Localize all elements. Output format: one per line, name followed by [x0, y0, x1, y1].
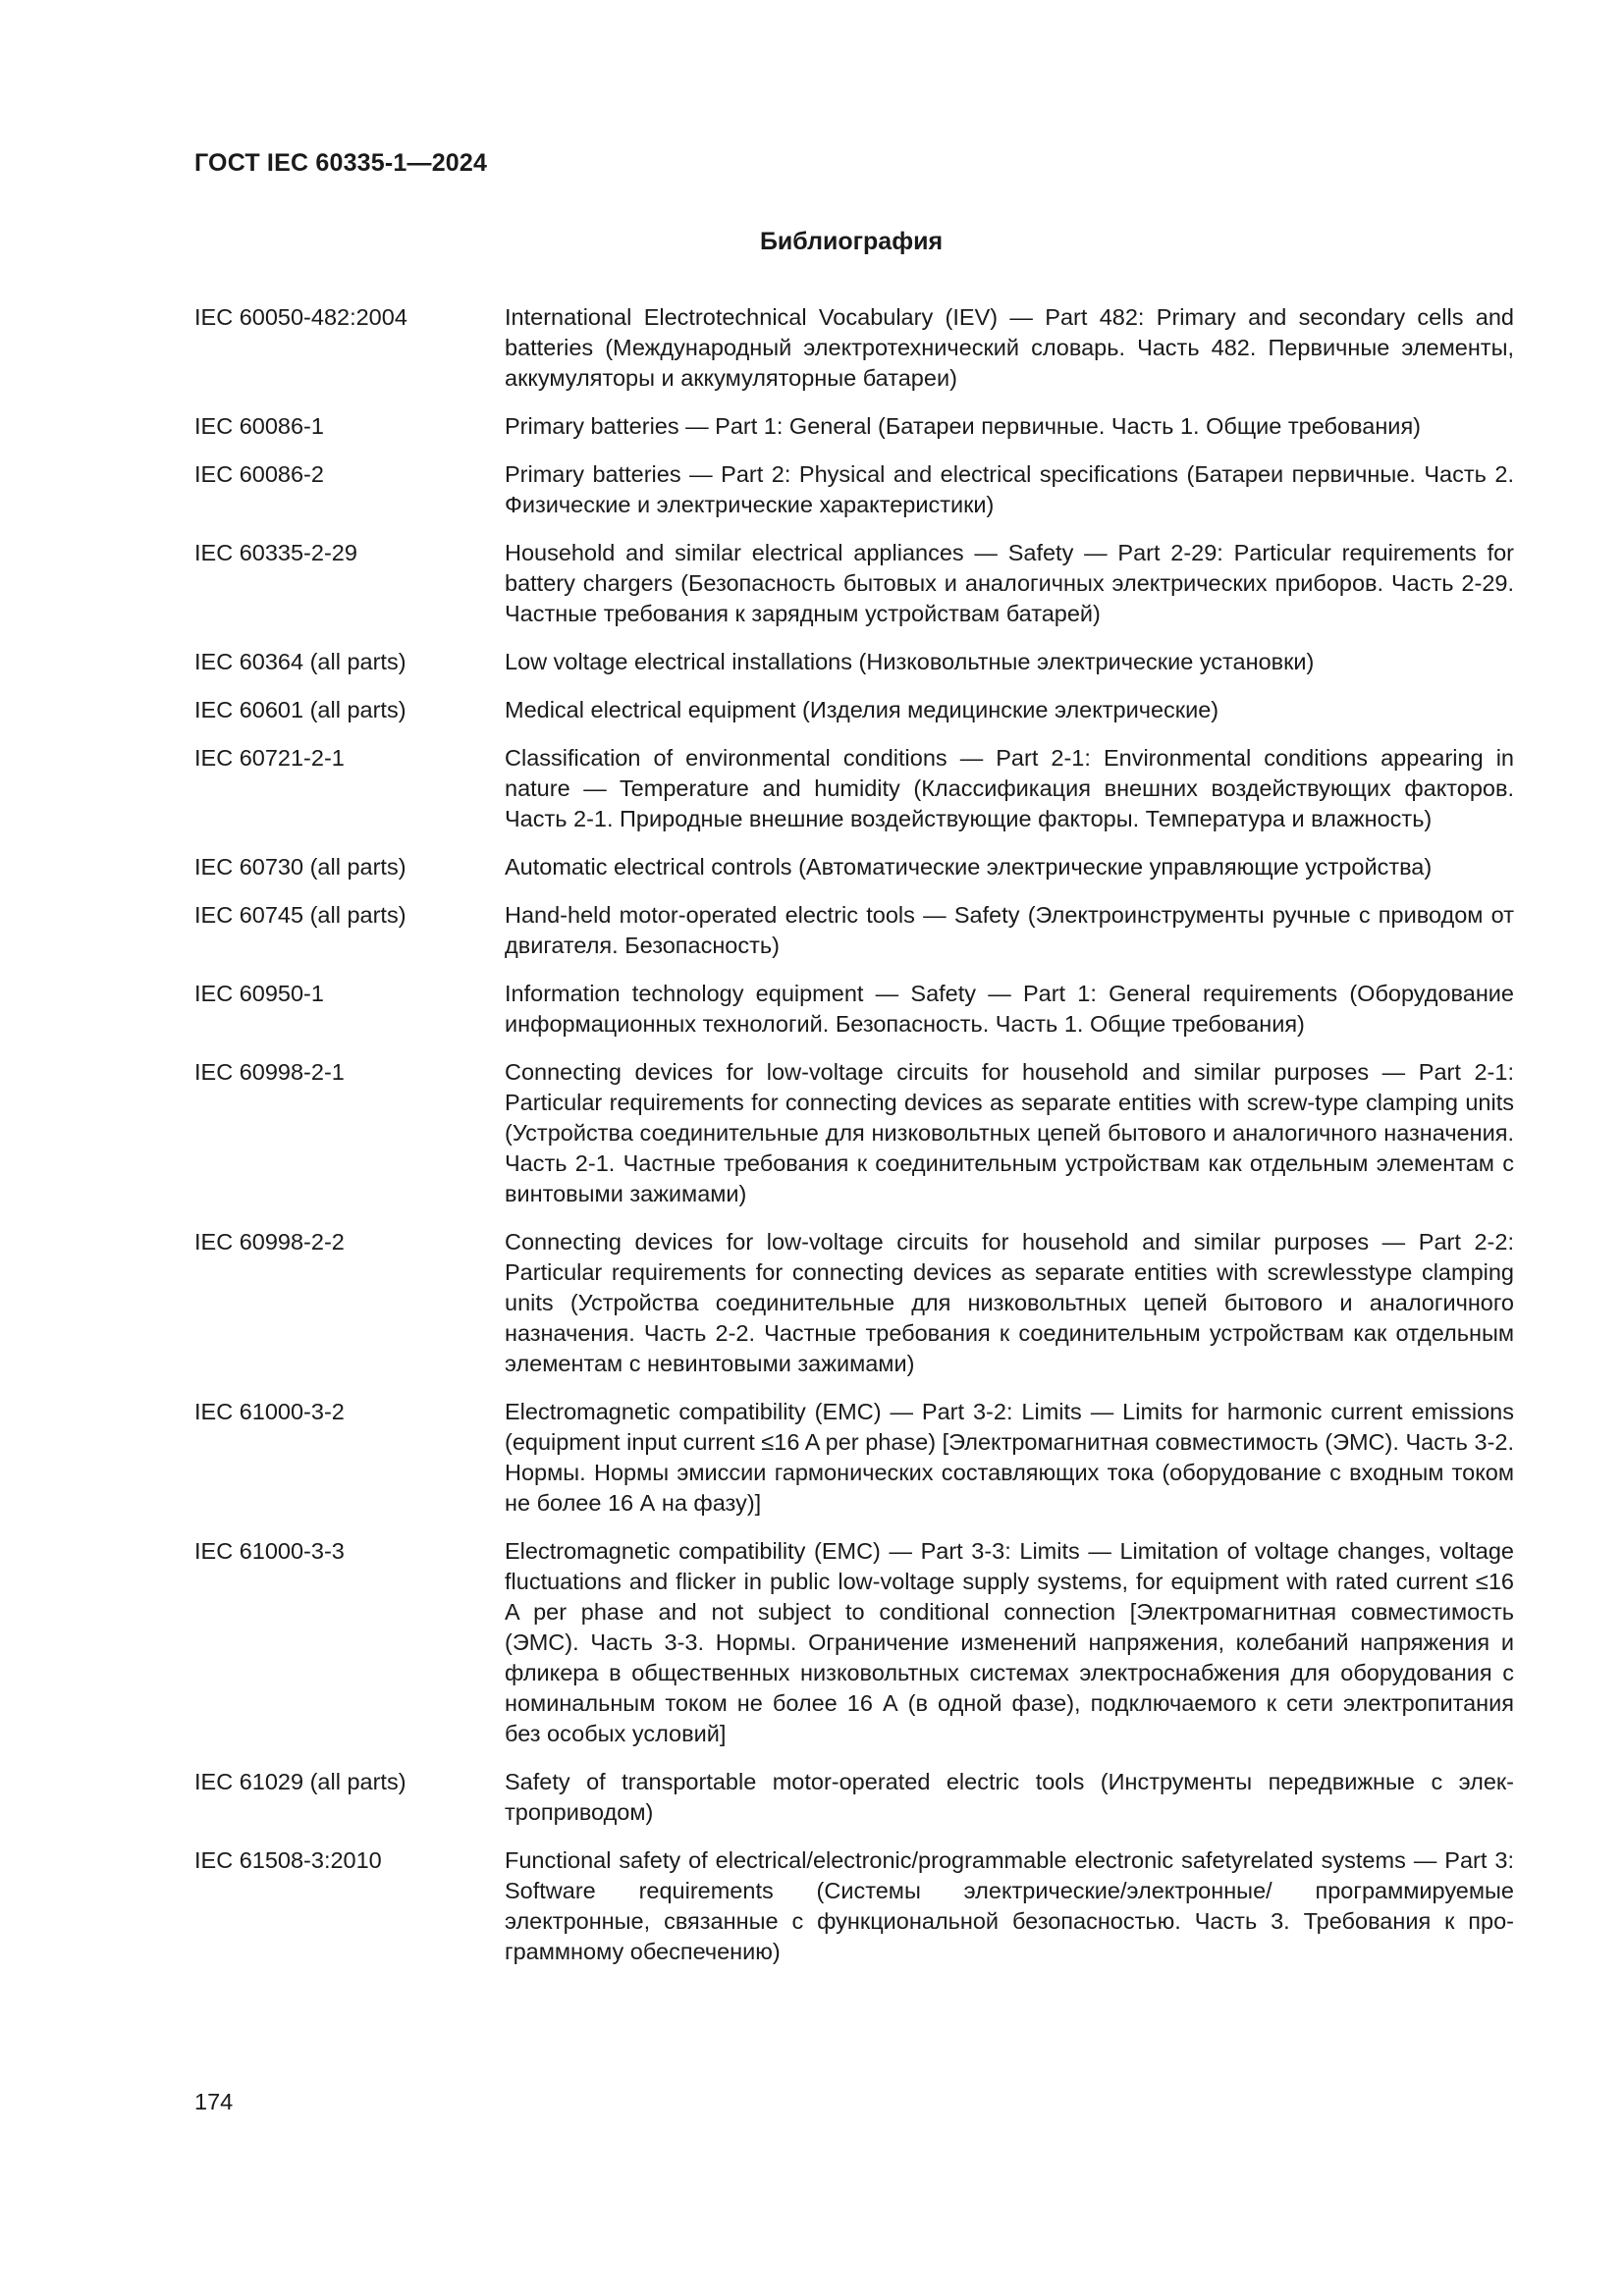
- standard-description: Primary batteries — Part 2: Physical and electrical specifications (Батареи первичные. Часть 2. Физические и электрические характеристики): [505, 461, 1514, 517]
- standard-description: Information technology equipment — Safety — Part 1: General requirements (Оборудование информационных технологий. Безопасность. Часть 1. Общие требования): [505, 981, 1514, 1037]
- standard-id: IEC 60335-2-29: [194, 540, 357, 565]
- bibliography-list: [194, 302, 1514, 1985]
- standard-description: Connecting devices for low-voltage circuits for household and similar purposes — Part 2-2: Particular requirements for connecting devices as separate entities with screwlesstype clamping units (Устройства соединительные для низковольтных цепей бытового и аналогичного назначения. Часть 2-2. Частные требования к соединительным устройствам как отдельным элементам с невинтовыми зажимами): [505, 1229, 1514, 1376]
- standard-description: Connecting devices for low-voltage circuits for household and similar purposes — Part 2-1: Particular requirements for connecting devices as separate entities with screw-type clamping units (Устройства соединительные для низковольтных цепей бытового и аналогичного назначения. Часть 2-1. Частные требования к соединительным устройствам как отдельным элементам с винтовыми зажимами): [505, 1059, 1514, 1206]
- standard-id: IEC 61000-3-3: [194, 1538, 345, 1564]
- standard-description: Electromagnetic compatibility (EMC) — Part 3-2: Limits — Limits for harmonic current emissions (equipment input current ≤16 A per phase) [Электромагнитная совместимость (ЭМС). Часть 3-2. Нормы. Нормы эмиссии гармонических составляющих тока (оборудование с входным током не более 16 А на фазу)]: [505, 1399, 1514, 1516]
- standard-id: IEC 60050-482:2004: [194, 304, 407, 330]
- standard-description: Medical electrical equipment (Изделия медицинские электрические): [505, 697, 1219, 722]
- standard-description: Safety of transportable motor-operated electric tools (Инструменты передвижные с электроприводом): [505, 1769, 1514, 1825]
- bibliography-entry: [194, 695, 1514, 725]
- bibliography-entry: [194, 302, 1514, 394]
- document-header: ГОСТ IEC 60335-1—2024: [194, 149, 488, 177]
- bibliography-entry: [194, 852, 1514, 882]
- standard-id: IEC 60950-1: [194, 981, 324, 1006]
- bibliography-entry: [194, 459, 1514, 520]
- standard-description: Automatic electrical controls (Автоматические электрические управляющие устройства): [505, 854, 1433, 880]
- bibliography-entry: [194, 979, 1514, 1040]
- bibliography-entry: [194, 411, 1514, 442]
- bibliography-entry: [194, 1767, 1514, 1828]
- standard-id: IEC 60998-2-2: [194, 1229, 345, 1255]
- standard-id: IEC 60086-2: [194, 461, 324, 487]
- bibliography-entry: [194, 1057, 1514, 1209]
- standard-description: Low voltage electrical installations (Низковольтные электрические установки): [505, 649, 1315, 674]
- standard-id: IEC 60998-2-1: [194, 1059, 345, 1085]
- standard-id: IEC 60730 (all parts): [194, 854, 406, 880]
- page-number: 174: [194, 2089, 234, 2114]
- bibliography-entry: [194, 900, 1514, 961]
- bibliography-entry: [194, 538, 1514, 629]
- bibliography-entry: [194, 1227, 1514, 1379]
- standard-description: Functional safety of electrical/electronic/programmable electronic safetyrelated systems — Part 3: Software requirements (Системы электрические/электронные/ программируемые электронные, связанные с функциональной безопасностью. Часть 3. Требования к программному обеспечению): [505, 1847, 1514, 1964]
- section-title: Библиография: [759, 228, 944, 255]
- standard-id: IEC 61508-3:2010: [194, 1847, 382, 1873]
- standard-id: IEC 60745 (all parts): [194, 902, 406, 928]
- standard-description: Primary batteries — Part 1: General (Батареи первичные. Часть 1. Общие требования): [505, 413, 1421, 439]
- standard-id: IEC 61000-3-2: [194, 1399, 345, 1424]
- standard-id: IEC 60721-2-1: [194, 745, 345, 771]
- bibliography-entry: [194, 1536, 1514, 1749]
- standard-description: Hand-held motor-operated electric tools — Safety (Электроинструменты ручные с приводом от двигателя. Безопасность): [505, 902, 1514, 958]
- standard-description: Electromagnetic compatibility (EMC) — Part 3-3: Limits — Limitation of voltage changes, voltage fluctuations and flicker in public low-voltage supply systems, for equipment with rated current ≤16 A per phase and not subject to conditional connection [Электромагнитная совместимость (ЭМС). Часть 3-3. Нормы. Ограничение изменений напряжения, колебаний напряжения и фликера в общественных низковольтных системах электроснабжения для оборудования с номинальным током не более 16 А (в одной фазе), подключаемого к сети электропитания без особых условий]: [505, 1538, 1514, 1746]
- bibliography-entry: [194, 647, 1514, 677]
- bibliography-entry: [194, 1845, 1514, 1967]
- standard-id: IEC 60601 (all parts): [194, 697, 406, 722]
- standard-id: IEC 61029 (all parts): [194, 1769, 406, 1794]
- standard-id: IEC 60086-1: [194, 413, 324, 439]
- bibliography-entry: [194, 743, 1514, 834]
- standard-id: IEC 60364 (all parts): [194, 649, 406, 674]
- standard-description: International Electrotechnical Vocabulary (IEV) — Part 482: Primary and secondary cells and batteries (Международный электротехнический словарь. Часть 482. Первичные элементы, аккумуляторы и аккумуляторные батареи): [505, 304, 1514, 391]
- bibliography-entry: [194, 1397, 1514, 1519]
- standard-description: Classification of environmental conditions — Part 2-1: Environmental conditions appearing in nature — Temperature and humidity (Классификация внешних воздействующих факторов. Часть 2-1. Природные внешние воздействующие факторы. Температура и влажность): [505, 745, 1514, 831]
- standard-description: Household and similar electrical appliances — Safety — Part 2-29: Particular requirements for battery chargers (Безопасность бытовых и аналогичных электрических приборов. Часть 2-29. Частные требования к зарядным устройствам батарей): [505, 540, 1514, 626]
